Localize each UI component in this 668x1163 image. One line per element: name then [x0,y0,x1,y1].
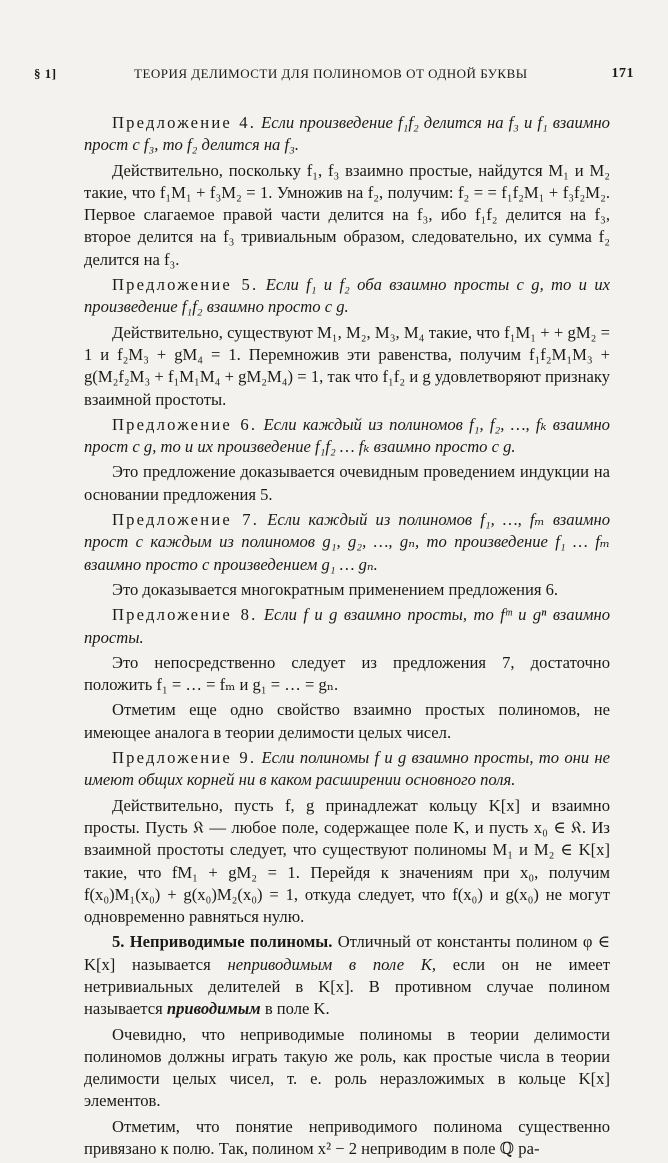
proposition-9 [84,747,610,792]
proposition-8-label: Предложение 8. [112,605,258,625]
proposition-4 [84,112,610,157]
section-5-term-irreducible: неприводимым в поле K, [227,954,436,974]
page-number: 171 [611,66,634,81]
proposition-4-proof: Действительно, поскольку f₁, f₃ взаимно простые, найдутся M₁ и M₂ такие, что f₁M₁ + f₃M₂ = 1. Умножив на f₂, получим: f₂ = = f₁f₂M₁ + f₃f₂M₂. Первое слагаемое правой части делится на f₃, ибо f₁f₂ делится на f₃, второе делится на f₃ тривиальным образом, следовательно, их сумма f₂ делится на f₃. [84,160,610,269]
proposition-5-label: Предложение 5. [112,275,259,295]
proposition-5-statement: Если f₁ и f₂ оба взаимно просты с g, то и их произведение f₁f₂ взаимно просто с g. [84,275,610,317]
proposition-5 [84,274,610,319]
proposition-7-label: Предложение 7. [112,510,260,530]
section-5-paragraph-2: Очевидно, что неприводимые полиномы в теории делимости полиномов должны играть такую же роль, как простые числа в теории делимости целых чисел, т. е. роль неразложимых в кольце K[x] элементов. [84,1024,610,1111]
section-5-paragraph-3: Отметим, что понятие неприводимого полинома существенно привязано к полю. Так, полином x² − 2 неприводим в поле ℚ ра- [84,1116,610,1159]
proposition-8-statement: Если f и g взаимно просты, то fᵐ и gⁿ взаимно просты. [84,605,610,647]
proposition-8 [84,604,610,649]
remark: Отметим еще одно свойство взаимно простых полиномов, не имеющее аналога в теории делимости целых чисел. [84,700,610,742]
running-title: ТЕОРИЯ ДЕЛИМОСТИ ДЛЯ ПОЛИНОМОВ ОТ ОДНОЙ БУКВЫ [134,66,528,81]
proposition-9-label: Предложение 9. [112,748,257,768]
proposition-6-proof: Это предложение доказывается очевидным проведением индукции на основании предложения 5. [84,462,610,504]
proposition-6-statement: Если каждый из полиномов f₁, f₂, …, fₖ взаимно прост с g, то и их произведение f₁f₂ … fₖ взаимно просто с g. [84,414,610,457]
proposition-4-statement: Если произведение f₁f₂ делится на f₃ и f₁ взаимно прост с f₃, то f₂ делится на f₃. [84,113,610,155]
proposition-9-proof: Действительно, пусть f, g принадлежат кольцу K[x] и взаимно просты. Пусть 𝔎 — любое поле, содержащее поле K, и пусть x₀ ∈ 𝔎. Из взаимной простоты следует, что существуют полиномы M₁ и M₂ ∈ K[x] такие, что fM₁ + gM₂ = 1. Перейдя к значениям при x₀, получим f(x₀)M₁(x₀) + g(x₀)M₂(x₀) = 1, откуда следует, что f(x₀) и g(x₀) не могут одновременно равняться нулю. [84,795,610,927]
section-5-text-c: в поле K. [264,999,330,1019]
proposition-8-proof: Это непосредственно следует из предложения 7, достаточно положить f₁ = … = fₘ и g₁ = … = gₙ. [84,652,610,695]
proposition-6-label: Предложение 6. [112,414,258,434]
proposition-9-statement: Если полиномы f и g взаимно просты, то они не имеют общих корней ни в каком расширении основного поля. [84,748,611,790]
proposition-7-proof: Это доказывается многократным применением предложения 6. [112,579,559,599]
proposition-5-proof: Действительно, существуют M₁, M₂, M₃, M₄ такие, что f₁M₁ + + gM₂ = 1 и f₂M₃ + gM₄ = 1. Перемножив эти равенства, получим f₁f₂M₁M₃ + g(M₂f₂M₃ + f₁M₁M₄ + gM₂M₄) = 1, так что f₁f₂ и g удовлетворяют признаку взаимной простоты. [84,322,610,409]
section-5-term-reducible: приводимым [166,999,261,1019]
proposition-7-statement: Если каждый из полиномов f₁, …, fₘ взаимно прост с каждым из полиномов g₁, g₂, …, gₙ, то произведение f₁ … fₘ взаимно просто с произведением g₁ … gₙ. [84,510,610,574]
section-5-heading: 5. Неприводимые полиномы. [112,932,333,952]
section-5-text-a: Отличный от константы полином φ ∈ K[x] называется [84,932,610,974]
section-marker: § 1] [34,66,57,81]
section-5-text-b: если он не имеет нетривиальных делителей в K[x]. В противном случае полином называется [84,954,610,1019]
page-body [84,112,610,1163]
proposition-7 [84,509,610,576]
proposition-4-label: Предложение 4. [112,113,257,132]
page-header [34,66,634,88]
section-5 [84,931,610,1020]
proposition-6 [84,414,610,459]
